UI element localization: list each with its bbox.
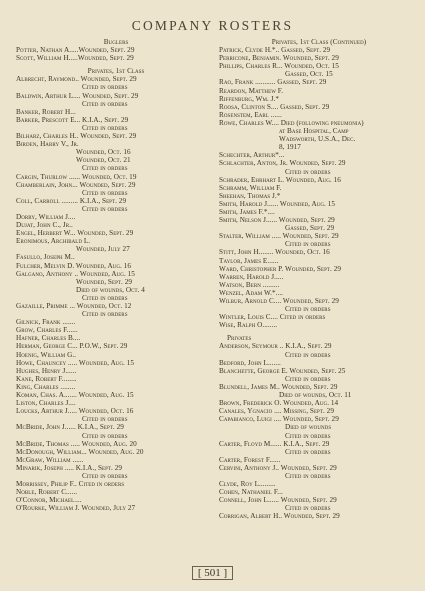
section-heading: Privates: [227, 334, 252, 343]
roster-line: Roosa, Clinton S.... Gassed, Sept. 29: [219, 102, 330, 111]
roster-line: Potter, Nathan A.....Wounded, Sept. 29: [16, 46, 135, 55]
roster-line: Dujat, John C., Jr..: [16, 221, 73, 230]
roster-note: Cited in orders: [285, 240, 331, 249]
roster-line: Coll, Carroll ......... K.I.A., Sept. 29: [16, 196, 127, 205]
roster-line: Bedford, John L.......: [219, 358, 281, 367]
roster-line: Galgano, Anthony .. Wounded, Aug. 15: [16, 269, 135, 278]
roster-line: Hughes, Henry J......: [16, 366, 77, 375]
roster-line: Blundell, James M.. Wounded, Sept. 29: [219, 382, 338, 391]
roster-line: McGraw, William ......: [16, 455, 84, 464]
roster-line: Scott, William H.....Wounded, Sept. 29: [16, 54, 134, 63]
roster-line: Phillips, Charles R... Wounded, Oct. 15: [219, 62, 339, 71]
roster-note: Died of wounds, Oct. 11: [279, 391, 352, 400]
roster-note: Wadsworth, U.S.A., Dec.: [279, 135, 356, 144]
roster-line: Wise, Ralph O........: [219, 321, 278, 330]
roster-line: Koman, Chas. A....... Wounded, Aug. 15: [16, 391, 134, 400]
roster-line: Rao, Frank ........... Gassed, Sept. 29: [219, 78, 327, 87]
roster-note: Wounded, Sept. 29: [76, 277, 133, 286]
roster-line: Schramm, William F.: [219, 183, 282, 192]
roster-note: Cited in orders: [285, 447, 331, 456]
roster-line: Connell, John L...... Wounded, Sept. 29: [219, 496, 337, 505]
roster-line: Smith, Nelson J...... Wounded, Sept. 29: [219, 216, 335, 225]
roster-note: Wounded, July 27: [76, 245, 130, 254]
roster-note: Cited in orders: [82, 415, 128, 424]
roster-line: Rosenstem, Earl ......: [219, 110, 282, 119]
right-roster-column: [219, 38, 419, 521]
roster-line: Loucks, Arthur J..... Wounded, Oct. 16: [16, 407, 134, 416]
roster-line: Schechter, Arthur*...: [219, 151, 285, 160]
roster-line: O'Connor, Michael....: [16, 496, 82, 505]
roster-line: Minarik, Joseph ..... K.I.A., Sept. 29: [16, 463, 123, 472]
roster-line: Cargin, Thurlow ...... Wounded, Oct. 19: [16, 172, 137, 181]
roster-line: Hafner, Charles B....: [16, 334, 81, 343]
roster-line: Blanchette, George E. Wounded, Sept. 25: [219, 366, 346, 375]
roster-line: Schlachter, Anton, Jr. Wounded, Sept. 29: [219, 159, 346, 168]
roster-note: Cited in orders: [82, 188, 128, 197]
roster-line: Ward, Christopher P. Wounded, Sept. 29: [219, 264, 341, 273]
roster-line: Warren, Harold J.....: [219, 272, 284, 281]
roster-line: Rowe, Charles W.... Died (following pneumonia): [219, 118, 364, 127]
roster-note: Died of wounds: [285, 423, 332, 432]
roster-line: Stalter, William ..... Wounded, Sept. 29: [219, 232, 339, 241]
roster-line: King, Charles ........: [16, 382, 76, 391]
roster-note: 8, 1917: [279, 143, 301, 152]
roster-note: Cited in orders: [285, 504, 331, 513]
roster-note: Cited in orders: [285, 471, 331, 480]
roster-line: Grow, Charles F......: [16, 326, 78, 335]
page-title: COMPANY ROSTERS: [131, 18, 294, 33]
roster-line: Smith, James F.*....: [219, 207, 275, 216]
roster-line: Kane, Robert F........: [16, 374, 77, 383]
section-heading: Privates, 1st Class: [87, 67, 145, 76]
page-number-label: [ 501 ]: [192, 566, 233, 580]
roster-line: Anderson, Seymour .. K.I.A., Sept. 29: [219, 342, 332, 351]
roster-line: Clyde, Roy L.........: [219, 480, 276, 489]
roster-line: Birden, Harry V., Jr.: [16, 140, 79, 149]
roster-line: Carter, Forest F......: [219, 455, 281, 464]
roster-line: Wintler, Louis C.... Cited in orders: [219, 313, 326, 322]
roster-line: Herman, George C... P.O.W., Sept. 29: [16, 342, 128, 351]
roster-line: Cervini, Anthony J.. Wounded, Sept. 29: [219, 463, 337, 472]
section-heading: Privates, 1st Class (Continued): [271, 38, 367, 46]
roster-line: Brown, Frederick O. Wounded, Aug. 14: [219, 399, 339, 408]
roster-line: Barker, Prescott E... K.I.A., Sept. 29: [16, 115, 129, 124]
roster-line: Noble, Robert C......: [16, 488, 78, 497]
roster-note: Cited in orders: [82, 83, 128, 92]
roster-line: Carter, Floyd M...... K.I.A., Sept. 29: [219, 439, 330, 448]
roster-note: Gassed, Sept. 29: [285, 224, 335, 233]
roster-line: Eronimous, Archibald L.: [16, 237, 91, 246]
roster-line: McDonough, William... Wounded, Aug. 20: [16, 447, 144, 456]
roster-line: Gazaille, Primme ... Wounded, Oct. 12: [16, 302, 132, 310]
roster-line: Perricone, Benjamin. Wounded, Sept. 29: [219, 54, 339, 63]
roster-line: Wilbur, Arnold C.... Wounded, Sept. 29: [219, 297, 339, 305]
roster-line: Fulcher, Melvin D. Wounded, Aug. 16: [16, 261, 132, 270]
roster-line: O'Rourke, William J. Wounded, July 27: [16, 504, 136, 513]
left-roster-column: [16, 38, 216, 512]
roster-note: at Base Hospital, Camp: [279, 127, 349, 136]
roster-line: Gilnick, Frank .......: [16, 318, 76, 327]
roster-line: Liston, Charles J....: [16, 399, 76, 408]
roster-line: Hoenig, William G..: [16, 350, 77, 359]
roster-line: Canales, Ygnacio .... Missing, Sept. 29: [219, 407, 334, 416]
roster-line: Corrigan, Albert H.. Wounded, Sept. 29: [219, 512, 340, 521]
roster-note: Cited in orders: [82, 310, 128, 319]
roster-note: Cited in orders: [82, 431, 128, 440]
roster-note: Cited in orders: [285, 350, 331, 359]
roster-note: Cited in orders: [285, 431, 331, 440]
roster-note: Cited in orders: [82, 164, 128, 173]
roster-line: Cohen, Nathaniel F...: [219, 488, 283, 497]
roster-note: Gassed, Oct. 15: [285, 70, 333, 79]
roster-line: Chamberlain, John... Wounded, Sept. 29: [16, 180, 136, 189]
roster-line: Engel, Herbert W... Wounded, Sept. 29: [16, 229, 134, 238]
roster-note: Cited in orders: [285, 305, 331, 314]
roster-line: Baldwin, Arthur L.... Wounded, Sept. 29: [16, 91, 139, 100]
roster-line: Smith, Harold J...... Wounded, Aug. 15: [219, 199, 336, 208]
roster-line: Howe, Chauncey ..... Wounded, Aug. 15: [16, 358, 134, 367]
roster-line: Albrecht, Raymond.. Wounded, Sept. 29: [16, 75, 137, 84]
roster-line: Reardon, Matthew F.: [219, 86, 284, 95]
roster-note: Cited in orders: [82, 471, 128, 480]
roster-line: Wenzel, Adam W.*....: [219, 288, 284, 297]
section-heading: Buglers: [103, 38, 129, 46]
roster-note: Cited in orders: [82, 293, 128, 302]
roster-note: Cited in orders: [82, 99, 128, 108]
roster-note: Cited in orders: [285, 374, 331, 383]
roster-note: Cited in orders: [82, 123, 128, 132]
roster-line: Banker, Robert H...: [16, 107, 76, 116]
page-number: [0, 566, 425, 580]
roster-line: Dorry, William J....: [16, 212, 76, 221]
roster-note: Wounded, Oct. 21: [76, 156, 131, 165]
roster-line: Watson, Bern .........: [219, 280, 280, 289]
roster-line: Fasullo, Joseph M..: [16, 253, 75, 262]
roster-note: Cited in orders: [82, 204, 128, 213]
roster-line: Stitt, John H........ Wounded, Oct. 16: [219, 248, 330, 257]
roster-line: Bilharz, Charles H.. Wounded, Sept. 29: [16, 132, 137, 141]
roster-line: McBride, Thomas ..... Wounded, Aug. 20: [16, 439, 137, 448]
roster-line: Taylor, James E......: [219, 256, 279, 265]
roster-line: Sheehan, Thomas J.*: [219, 191, 281, 200]
roster-line: Capabianco, Luigi .... Wounded, Sept. 29: [219, 415, 339, 424]
roster-line: McBride, John J...... K.I.A., Sept. 29: [16, 423, 124, 432]
roster-line: Morrissey, Philip F.. Cited in orders: [16, 480, 125, 489]
roster-note: Cited in orders: [285, 167, 331, 176]
roster-line: Schrader, Ehrhart L. Wounded, Aug. 16: [219, 175, 341, 184]
roster-line: Riffenburg, Wm. J.*: [219, 94, 280, 103]
roster-line: Patrick, Clyde H.*.. Gassed, Sept. 29: [219, 46, 331, 55]
roster-note: Wounded, Oct. 16: [76, 148, 131, 157]
roster-note: Died of wounds, Oct. 4: [76, 285, 145, 294]
